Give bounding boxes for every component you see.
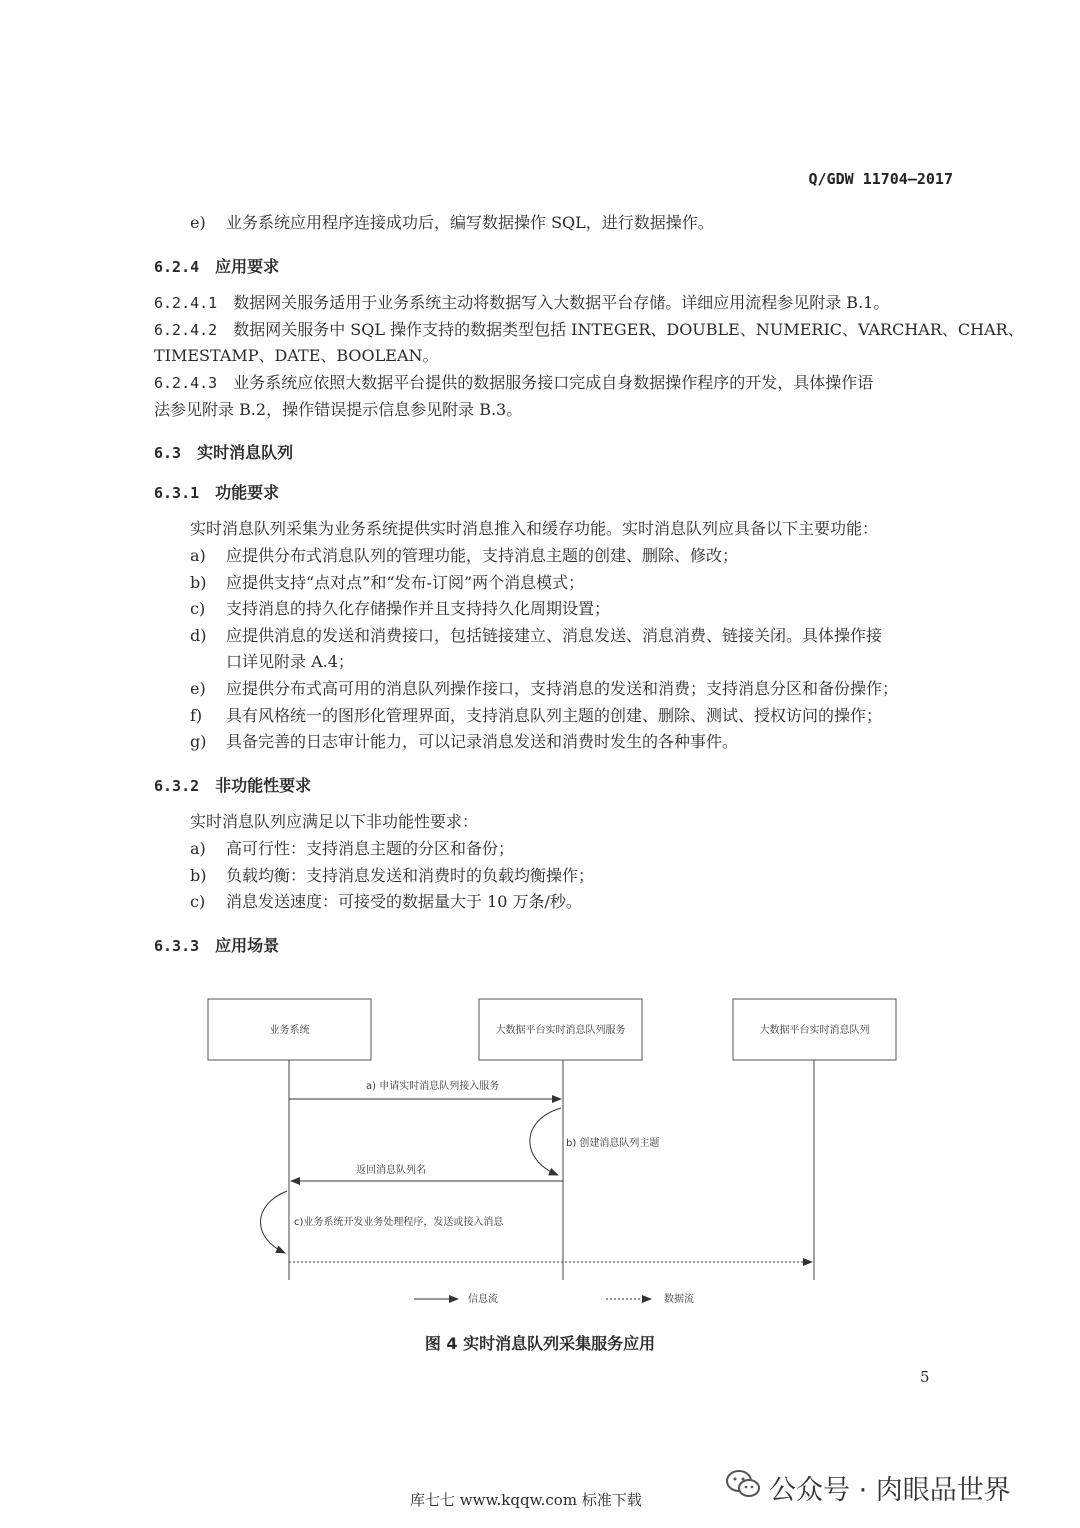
list-item: a) 应提供分布式消息队列的管理功能，支持消息主题的创建、删除、修改； <box>190 546 739 565</box>
page-number: 5 <box>920 1368 930 1386</box>
actor-label: 大数据平台实时消息队列服务 <box>495 1025 626 1036</box>
list-item: c) 消息发送速度：可接受的数据量大于 10 万条/秒。 <box>190 892 582 911</box>
self-message-arrow <box>530 1108 561 1175</box>
section-heading: 6.3 实时消息队列 <box>154 443 294 462</box>
list-item: c) 支持消息的持久化存储操作并且支持持久化周期设置； <box>190 599 611 618</box>
list-item-cont: 口详见附录 A.4； <box>226 652 354 671</box>
figure-caption: 图 4 实时消息队列采集服务应用 <box>424 1334 656 1353</box>
clause-6-2-4-1: 6.2.4.1 数据网关服务适用于业务系统主动将数据写入大数据平台存储。详细应用流程参见附录 B.1。 <box>154 293 890 312</box>
section-intro: 实时消息队列采集为业务系统提供实时消息推入和缓存功能。实时消息队列应具备以下主要功能： <box>190 519 879 538</box>
wechat-icon <box>725 1469 761 1506</box>
clause-6-2-4-3-cont: 法参见附录 B.2，操作错误提示信息参见附录 B.3。 <box>154 400 523 419</box>
list-item: f) 具有风格统一的图形化管理界面，支持消息队列主题的创建、删除、测试、授权访问的操作； <box>190 706 883 725</box>
actor-label: 大数据平台实时消息队列 <box>759 1025 870 1036</box>
standard-number: Q/GDW 11704—2017 <box>808 170 953 188</box>
message-label: c)业务系统开发业务处理程序，发送或接入消息 <box>294 1217 504 1228</box>
clause-6-2-4-3: 6.2.4.3 业务系统应依照大数据平台提供的数据服务接口完成自身数据操作程序的开发，具体操作语 <box>154 373 874 392</box>
message-label: 返回消息队列名 <box>356 1165 426 1176</box>
list-item: g) 具备完善的日志审计能力，可以记录消息发送和消费时发生的各种事件。 <box>190 732 739 751</box>
list-item: b) 负载均衡：支持消息发送和消费时的负载均衡操作； <box>190 866 595 885</box>
legend-label: 信息流 <box>468 1294 498 1305</box>
clause-6-2-4-2-cont: TIMESTAMP、DATE、BOOLEAN。 <box>154 346 439 365</box>
list-item: b) 应提供支持“点对点”和“发布-订阅”两个消息模式； <box>190 573 585 592</box>
list-item: d) 应提供消息的发送和消费接口，包括链接建立、消息发送、消息消费、链接关闭。具体操作接 <box>190 626 883 645</box>
list-item: e) 应提供分布式高可用的消息队列操作接口，支持消息的发送和消费；支持消息分区和备份操作； <box>190 679 899 698</box>
section-heading: 6.3.3 应用场景 <box>154 936 280 955</box>
section-intro: 实时消息队列应满足以下非功能性要求： <box>190 812 479 831</box>
watermark: 公众号 · 肉眼品世界 <box>725 1468 1011 1507</box>
message-label: a) 申请实时消息队列接入服务 <box>366 1081 500 1092</box>
legend-label: 数据流 <box>664 1294 694 1305</box>
list-item: e) 业务系统应用程序连接成功后，编写数据操作 SQL，进行数据操作。 <box>190 213 714 232</box>
clause-6-2-4-2: 6.2.4.2 数据网关服务中 SQL 操作支持的数据类型包括 INTEGER、DOUBLE、NUMERIC、VARCHAR、CHAR、 <box>154 320 1024 339</box>
list-item: a) 高可行性：支持消息主题的分区和备份； <box>190 839 515 858</box>
section-heading: 6.3.1 功能要求 <box>154 483 280 502</box>
message-label: b) 创建消息队列主题 <box>566 1138 660 1149</box>
self-message-arrow <box>260 1191 287 1253</box>
footer-text: 库七七 www.kqqw.com 标准下载 <box>410 1491 642 1509</box>
section-heading: 6.2.4 应用要求 <box>154 257 280 276</box>
actor-label: 业务系统 <box>269 1025 310 1036</box>
section-heading: 6.3.2 非功能性要求 <box>154 776 312 795</box>
